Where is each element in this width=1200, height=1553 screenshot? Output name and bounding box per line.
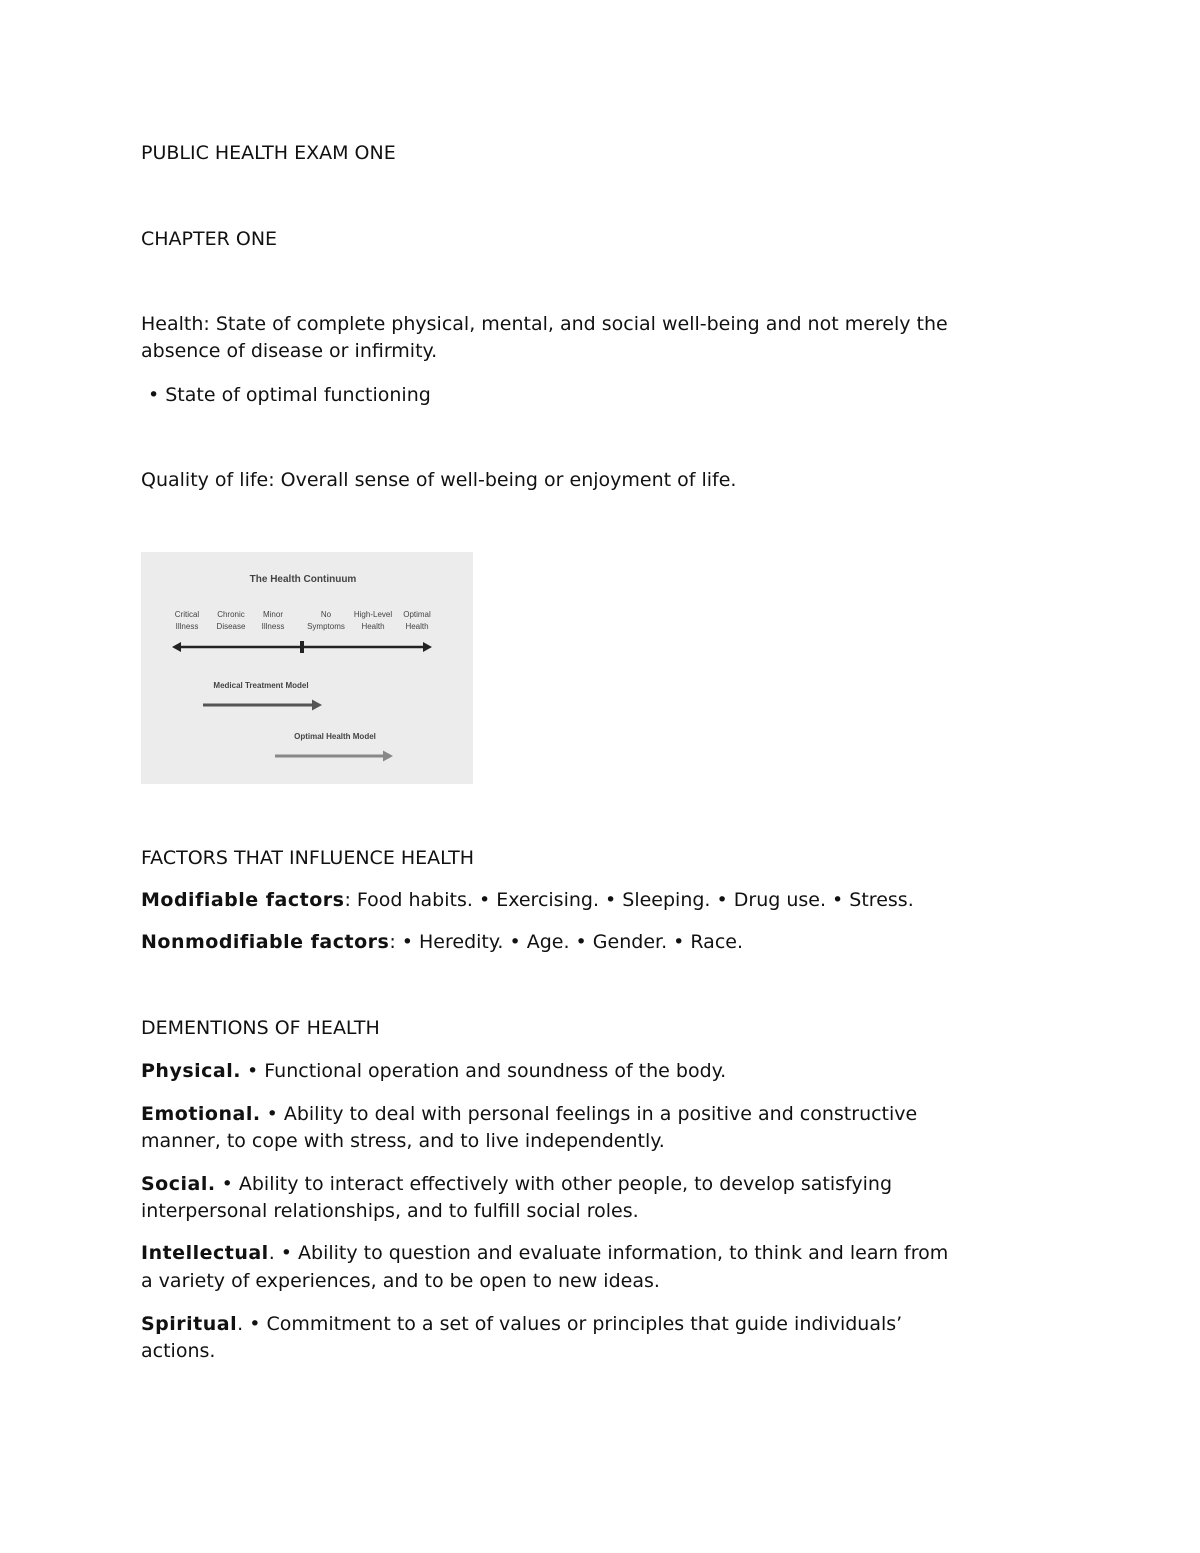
stage-chronic-disease-l1: Chronic bbox=[217, 610, 245, 619]
health-continuum-figure bbox=[141, 552, 473, 784]
optimal-health-model-label: Optimal Health Model bbox=[294, 732, 376, 741]
medical-treatment-model-label: Medical Treatment Model bbox=[213, 681, 309, 690]
modifiable-factors-text: : Food habits. • Exercising. • Sleeping. • Drug use. • Stress. bbox=[344, 889, 914, 911]
dimension-spiritual bbox=[141, 1311, 902, 1338]
stage-high-level-health-l1: High-Level bbox=[353, 610, 393, 619]
modifiable-factors-label: Modifiable factors bbox=[141, 889, 345, 911]
spiritual-text-2: actions. bbox=[141, 1340, 216, 1362]
dimension-intellectual bbox=[141, 1240, 948, 1267]
nonmodifiable-factors bbox=[141, 929, 743, 956]
stage-minor-illness-l2: Illness bbox=[261, 622, 285, 631]
continuum-arrow bbox=[172, 641, 432, 653]
social-text-1: • Ability to interact effectively with other people, to develop satisfying bbox=[215, 1173, 893, 1195]
dimension-physical bbox=[141, 1058, 726, 1085]
intellectual-text-1: . • Ability to question and evaluate information, to think and learn from bbox=[268, 1242, 949, 1264]
nonmodifiable-factors-label: Nonmodifiable factors bbox=[141, 931, 390, 953]
emotional-text-2: manner, to cope with stress, and to live independently. bbox=[141, 1130, 665, 1152]
stage-critical-illness-l1: Critical bbox=[174, 610, 200, 619]
dimension-social bbox=[141, 1171, 892, 1198]
social-text-2: interpersonal relationships, and to fulfill social roles. bbox=[141, 1200, 639, 1222]
quality-of-life-definition: Quality of life: Overall sense of well-being or enjoyment of life. bbox=[141, 469, 737, 491]
chapter-heading: CHAPTER ONE bbox=[141, 228, 278, 250]
spiritual-text-1: . • Commitment to a set of values or principles that guide individuals’ bbox=[237, 1313, 903, 1335]
physical-text: • Functional operation and soundness of the body. bbox=[240, 1060, 727, 1082]
health-bullet: • State of optimal functioning bbox=[148, 384, 431, 406]
modifiable-factors bbox=[141, 887, 914, 914]
stage-critical-illness-l2: Illness bbox=[175, 622, 199, 631]
document-title: PUBLIC HEALTH EXAM ONE bbox=[141, 142, 396, 164]
health-definition-line-2: absence of disease or infirmity. bbox=[141, 340, 438, 362]
stage-chronic-disease-l2: Disease bbox=[216, 622, 246, 631]
stage-optimal-health-l2: Health bbox=[405, 622, 429, 631]
intellectual-text-2: a variety of experiences, and to be open to new ideas. bbox=[141, 1270, 660, 1292]
stage-no-symptoms-l1: No bbox=[320, 610, 332, 619]
physical-label: Physical. bbox=[141, 1060, 241, 1082]
spiritual-label: Spiritual bbox=[141, 1313, 238, 1335]
dimensions-heading: DEMENTIONS OF HEALTH bbox=[141, 1017, 380, 1039]
stage-minor-illness-l1: Minor bbox=[262, 610, 284, 619]
medical-treatment-model-arrow bbox=[203, 700, 322, 711]
social-label: Social. bbox=[141, 1173, 216, 1195]
stage-high-level-health-l2: Health bbox=[361, 622, 385, 631]
stage-no-symptoms-l2: Symptoms bbox=[307, 622, 345, 631]
stage-optimal-health-l1: Optimal bbox=[403, 610, 431, 619]
emotional-text-1: • Ability to deal with personal feelings in a positive and constructive bbox=[260, 1103, 918, 1125]
health-continuum-diagram bbox=[141, 552, 473, 784]
intellectual-label: Intellectual bbox=[141, 1242, 269, 1264]
optimal-health-model-arrow bbox=[275, 751, 393, 762]
figure-title: The Health Continuum bbox=[249, 574, 357, 585]
factors-heading: FACTORS THAT INFLUENCE HEALTH bbox=[141, 847, 475, 869]
emotional-label: Emotional. bbox=[141, 1103, 261, 1125]
nonmodifiable-factors-text: : • Heredity. • Age. • Gender. • Race. bbox=[389, 931, 743, 953]
dimension-emotional bbox=[141, 1101, 917, 1128]
health-definition-line-1: Health: State of complete physical, mental, and social well-being and not merely the bbox=[141, 313, 948, 335]
